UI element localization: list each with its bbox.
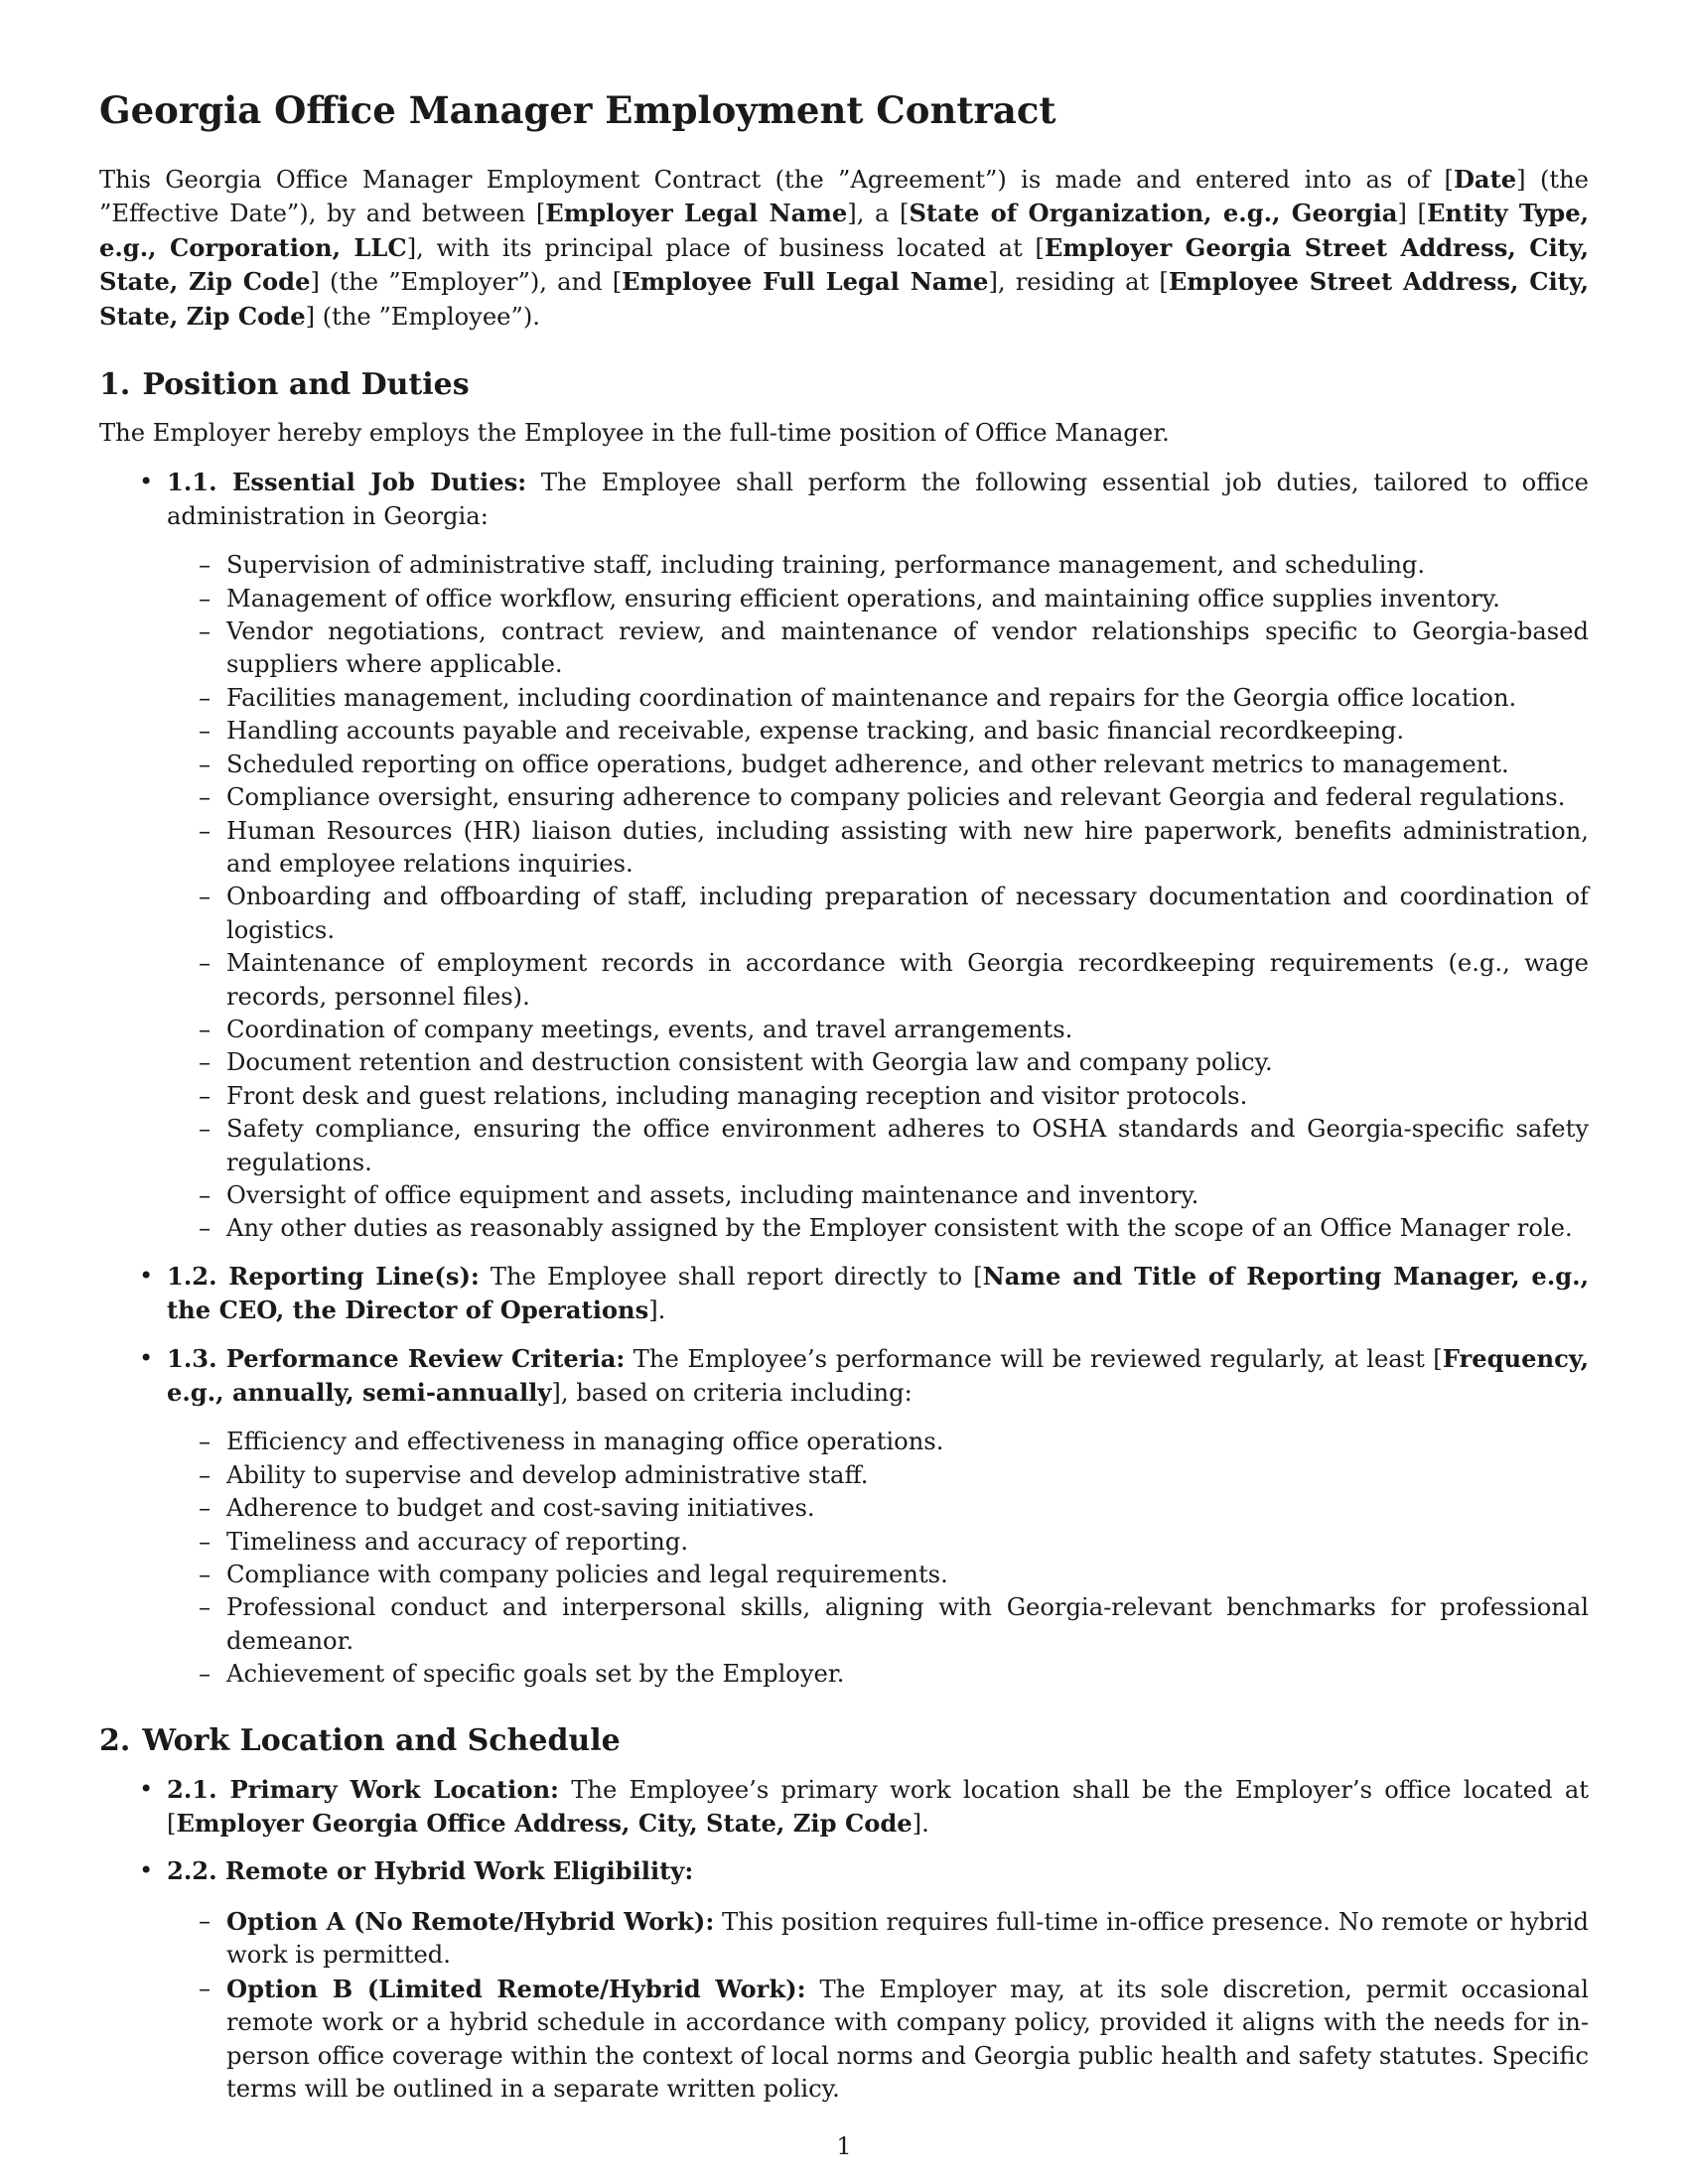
option-b: – Option B (Limited Remote/Hybrid Work): The Employer may, at its sole discretion, permit occasional remote work or a hybrid schedule in accordance with company policy, provided it aligns with the needs for in-person office coverage within the context of local norms and Georgia public health and safety statutes. Specific terms will be outlined in a separate written policy.: [167, 1973, 1589, 2107]
intro-text: ], a [: [847, 200, 910, 228]
placeholder-office-address: Employer Georgia Office Address, City, State, Zip Code: [176, 1809, 913, 1839]
list-item: – Front desk and guest relations, including managing reception and visitor protocols.: [167, 1080, 1589, 1113]
intro-paragraph: [99, 163, 1589, 334]
list-item: – Oversight of office equipment and assets, including maintenance and inventory.: [167, 1179, 1589, 1212]
intro-text: ] (the ”Employer”), and [: [310, 268, 623, 297]
placeholder-frequency: Frequency, e.g., annually, semi-annually: [167, 1343, 1589, 1407]
intro-text: This Georgia Office Manager Employment Contract (the ”Agreement”) is made and entered into as of [: [99, 166, 1454, 194]
document-page: [99, 87, 1589, 2119]
list-item: – Achievement of specific goals set by the Employer.: [167, 1658, 1589, 1691]
document-title: Georgia Office Manager Employment Contract: [99, 88, 1056, 132]
list-item: – Safety compliance, ensuring the office environment adheres to OSHA standards and Georgia-specific safety regulations.: [167, 1113, 1589, 1179]
list-item: – Maintenance of employment records in accordance with Georgia recordkeeping requirements (e.g., wage records, personnel files).: [167, 947, 1589, 1014]
item-1-2: • 1.2. Reporting Line(s): The Employee shall report directly to [Name and Title of Reporting Manager, e.g., the CEO, the Director of Operations].: [99, 1260, 1589, 1328]
list-item: – Any other duties as reasonably assigned by the Employer consistent with the scope of an Office Manager role.: [167, 1212, 1589, 1245]
section-1-heading: 1. Position and Duties: [99, 367, 470, 403]
list-item: – Human Resources (HR) liaison duties, including assisting with new hire paperwork, benefits administration, and employee relations inquiries.: [167, 815, 1589, 882]
list-item: – Compliance with company policies and legal requirements.: [167, 1559, 1589, 1591]
list-item: – Efficiency and effectiveness in managing office operations.: [167, 1426, 1589, 1458]
list-item: – Professional conduct and interpersonal skills, aligning with Georgia-relevant benchmarks for professional demeanor.: [167, 1591, 1589, 1658]
item-2-2: • 2.2. Remote or Hybrid Work Eligibility: – Option A (No Remote/Hybrid Work): This position requires full-time in-office presence. No remote or hybrid work is permitted. – Option B (Limited Remote/Hybrid Work): The Employer may, at its sole discretion, permit occasional remote work or a hybrid schedule in accordance with company policy, provided it aligns with the needs for in-person office coverage within the context of local norms and Georgia public health and safety statutes. Specific terms will be outlined in a separate written policy.: [99, 1854, 1589, 2106]
list-item: – Compliance oversight, ensuring adherence to company policies and relevant Georgia and federal regulations.: [167, 781, 1589, 814]
section-1-lead: The Employer hereby employs the Employee in the full-time position of Office Manager.: [99, 419, 1170, 448]
list-item: – Ability to supervise and develop administrative staff.: [167, 1459, 1589, 1492]
section-1-items: [99, 466, 1589, 1691]
options-list: [167, 1905, 1589, 2106]
list-item: – Onboarding and offboarding of staff, including preparation of necessary documentation and coordination of logistics.: [167, 881, 1589, 947]
intro-text: ] (the ”Effective Date”), by and between [: [99, 166, 1589, 228]
placeholder-state: State of Organization, e.g., Georgia: [909, 199, 1398, 228]
item-2-1: • 2.1. Primary Work Location: The Employee’s primary work location shall be the Employer’s office located at [Employer Georgia Office Address, City, State, Zip Code].: [99, 1773, 1589, 1842]
section-2-items: [99, 1773, 1589, 2107]
intro-text: ] (the ”Employee”).: [305, 302, 540, 331]
list-item: – Scheduled reporting on office operations, budget adherence, and other relevant metrics to management.: [167, 749, 1589, 781]
list-item: – Handling accounts payable and receivable, expense tracking, and basic financial recordkeeping.: [167, 715, 1589, 748]
placeholder-employee-name: Employee Full Legal Name: [622, 267, 989, 297]
option-a: – Option A (No Remote/Hybrid Work): This position requires full-time in-office presence. No remote or hybrid work is permitted.: [167, 1905, 1589, 1973]
criteria-list: [167, 1426, 1589, 1691]
placeholder-date: Date: [1453, 165, 1517, 194]
list-item: – Facilities management, including coordination of maintenance and repairs for the Georgia office location.: [167, 682, 1589, 715]
intro-text: ], residing at [: [988, 268, 1169, 297]
list-item: – Document retention and destruction consistent with Georgia law and company policy.: [167, 1046, 1589, 1079]
placeholder-employer-address: Employer Georgia Street Address, City, State, Zip Code: [99, 232, 1589, 297]
placeholder-reporting-manager: Name and Title of Reporting Manager, e.g., the CEO, the Director of Operations: [167, 1261, 1589, 1325]
list-item: – Timeliness and accuracy of reporting.: [167, 1526, 1589, 1559]
placeholder-entity-type: Entity Type, e.g., Corporation, LLC: [99, 199, 1589, 262]
section-2-heading: 2. Work Location and Schedule: [99, 1722, 621, 1758]
list-item: – Management of office workflow, ensuring efficient operations, and maintaining office supplies inventory.: [167, 583, 1589, 615]
intro-text: ] [: [1397, 200, 1427, 228]
intro-text: ], with its principal place of business located at [: [406, 233, 1045, 262]
list-item: – Vendor negotiations, contract review, and maintenance of vendor relationships specific to Georgia-based suppliers where applicable.: [167, 615, 1589, 682]
list-item: – Coordination of company meetings, events, and travel arrangements.: [167, 1014, 1589, 1046]
list-item: – Supervision of administrative staff, including training, performance management, and scheduling.: [167, 549, 1589, 582]
list-item: – Adherence to budget and cost-saving initiatives.: [167, 1492, 1589, 1525]
duties-list: [167, 549, 1589, 1246]
item-1-1: • 1.1. Essential Job Duties: The Employee shall perform the following essential job duties, tailored to office administration in Georgia: – Supervision of administrative staff, including training, performance management, and scheduling. – Management of office workflow, ensuring efficient operations, and maintaining office supplies inventory. – Vendor negotiations, contract review, and maintenance of vendor relationships specific to Georgia-based suppliers where applicable. – Facilities management, including coordination of maintenance and repairs for the Georgia office location. – Handling accounts payable and receivable, expense tracking, and basic financial recordkeeping. – Scheduled reporting on office operations, budget adherence, and other relevant metrics to management. – Compliance oversight, ensuring adherence to company policies and relevant Georgia and federal regulations. – Human Resources (HR) liaison duties, including assisting with new hire paperwork, benefits administration, and employee relations inquiries. – Onboarding and offboarding of staff, including preparation of necessary documentation and coordination of logistics. – Maintenance of employment records in accordance with Georgia recordkeeping requirements (e.g., wage records, personnel files). – Coordination of company meetings, events, and travel arrangements. – Document retention and destruction consistent with Georgia law and company policy. – Front desk and guest relations, including managing reception and visitor protocols. – Safety compliance, ensuring the office environment adheres to OSHA standards and Georgia-specific safety regulations. – Oversight of office equipment and assets, including maintenance and inventory. – Any other duties as reasonably assigned by the Employer consistent with the scope of an Office Manager role.: [99, 466, 1589, 1245]
item-1-3: • 1.3. Performance Review Criteria: The Employee’s performance will be reviewed regularly, at least [Frequency, e.g., annually, semi-annually], based on criteria including: – Efficiency and effectiveness in managing office operations. – Ability to supervise and develop administrative staff. – Adherence to budget and cost-saving initiatives. – Timeliness and accuracy of reporting. – Compliance with company policies and legal requirements. – Professional conduct and interpersonal skills, aligning with Georgia-relevant benchmarks for professional demeanor. – Achievement of specific goals set by the Employer.: [99, 1342, 1589, 1692]
placeholder-employer-name: Employer Legal Name: [545, 199, 848, 228]
page-number: 1: [836, 2132, 852, 2160]
placeholder-employee-address: Employee Street Address, City, State, Zip Code: [99, 267, 1589, 331]
